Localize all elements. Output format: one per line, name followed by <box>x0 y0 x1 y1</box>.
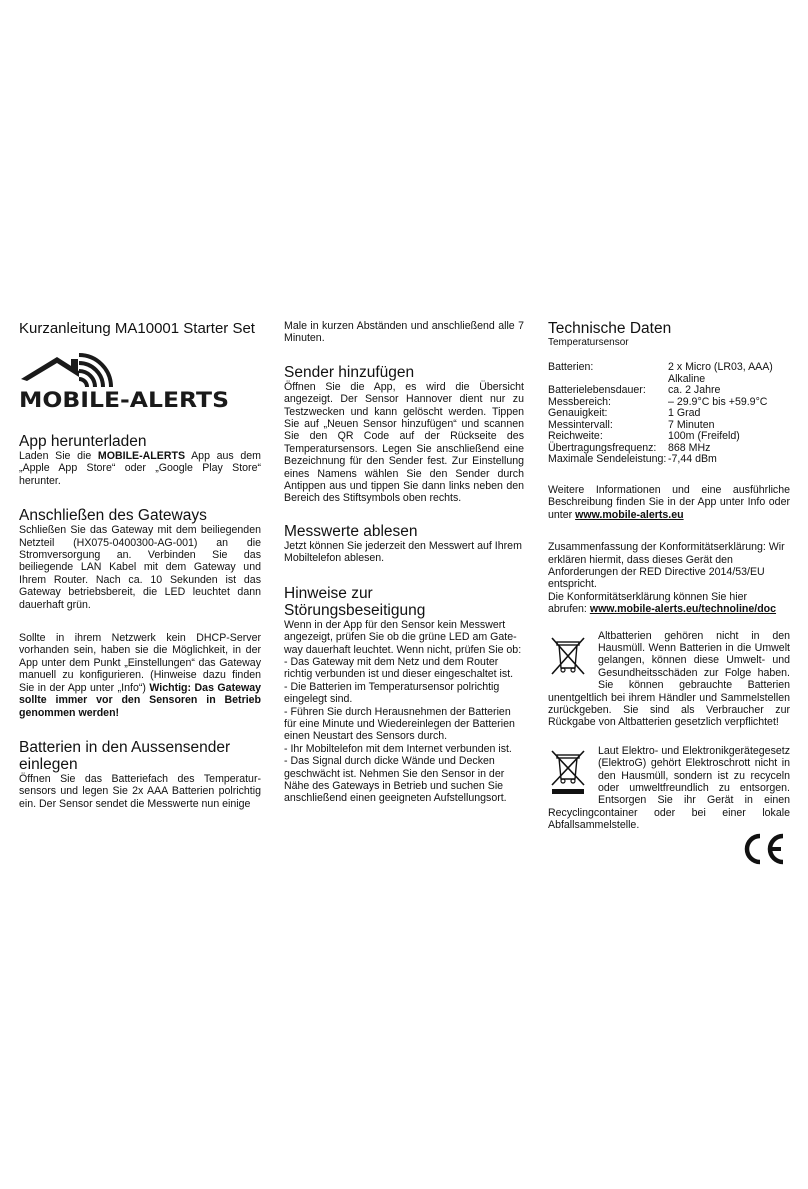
column-middle <box>284 320 524 805</box>
troubleshooting-line: - Führen Sie durch Herausnehmen der Batterien <box>284 705 511 718</box>
spec-row: Batterien: 2 x Micro (LR03, AAA) <box>548 361 773 374</box>
troubleshooting-line: - Ihr Mobiltelefon mit dem Internet verbunden ist. <box>284 742 512 755</box>
conformity-line: entspricht. <box>548 578 597 591</box>
spec-row: Batterielebensdauer: ca. 2 Jahre <box>548 384 721 397</box>
troubleshooting-line: Wenn in der App für den Sensor kein Messwert <box>284 618 506 631</box>
section-heading-troubleshooting: Hinweise zur Störungsbeseitigung <box>284 584 426 619</box>
paragraph-batteries: Öffnen Sie das Batteriefach des Temperatur-sensors und legen Sie 2x AAA Batterien polrichtig ein. Der Sensor sendet die Messwerte nun einige <box>19 772 261 810</box>
mobile-alerts-logo-icon <box>19 349 231 411</box>
troubleshooting-list <box>284 619 524 805</box>
battery-disposal-block <box>548 630 790 729</box>
tech-subtitle: Temperatursensor <box>548 337 629 348</box>
paragraph-battery-disposal: Altbatterien gehören nicht in den Hausmüll. Wenn Batterien in die Umwelt gelangen, können diese Umwelt- und Gesundheitsschäden zur Folge haben. Sie können gebrauchte Batterien unentgeltlich bei ihrem Händler und Sammelstellen zurückgeben. Sie sind als Verbraucher zur Rückgabe von Altbatterien gesetzlich verpflichtet! <box>548 629 790 729</box>
troubleshooting-line: eingelegt sind. <box>284 693 353 706</box>
conformity-line: Zusammenfassung der Konformitätserklärung: Wir <box>548 541 785 554</box>
troubleshooting-line: way dauerhaft leuchtet. Wenn nicht, prüfen Sie ob: <box>284 643 522 656</box>
paragraph-electronics-disposal: Laut Elektro- und Elektronikgerätegesetz (ElektroG) gehört Elektroschrott nicht in den Hausmüll, sondern ist zu recyceln oder umweltfreundlich zu entsorgen. Entsorgen Sie ihr Gerät in einen Recyclingcontainer oder bei einer lokale Abfallsammelstelle. <box>548 744 790 832</box>
paragraph-continuation: Male in kurzen Abständen und anschließend alle 7 Minuten. <box>284 320 524 345</box>
conformity-block <box>548 541 790 615</box>
ce-mark-icon <box>741 832 787 866</box>
troubleshooting-line: einen Neustart des Sensors durch. <box>284 730 448 743</box>
document-title: Kurzanleitung MA10001 Starter Set <box>19 320 255 337</box>
electronics-disposal-block <box>548 745 790 832</box>
troubleshooting-line: geschwächt ist. Nehmen Sie den Sensor in der <box>284 767 505 780</box>
spec-row: Übertragungsfrequenz: 868 MHz <box>548 441 711 454</box>
crossed-bin-icon <box>548 749 588 795</box>
troubleshooting-line: angezeigt, prüfen Sie ob die grüne LED am Gate- <box>284 631 517 644</box>
troubleshooting-line: - Das Signal durch dicke Wände und Decken <box>284 755 495 768</box>
spec-row: Genauigkeit: 1 Grad <box>548 407 701 420</box>
section-heading-app: App herunterladen <box>19 433 147 450</box>
paragraph-readings: Jetzt können Sie jederzeit den Messwert auf Ihrem Mobiltelefon ablesen. <box>284 539 522 565</box>
section-heading-tech-data: Technische Daten <box>548 320 672 337</box>
column-left <box>19 320 261 810</box>
conformity-line: Die Konformitätserklärung können Sie hier <box>548 590 748 603</box>
section-heading-add-sensor: Sender hinzufügen <box>284 363 415 381</box>
paragraph-dhcp: Sollte in ihrem Netzwerk kein DHCP-Server vorhanden sein, haben sie die Möglichkeit, in der App unter dem Punkt „Einstellungen“ das Gateway manuell zu konfigurieren. (Hinweise dazu finden Sie in der App unter „Info“) Wichtig: Das Gateway sollte immer vor den Sensoren in Betrieb genommen werden! <box>19 632 262 719</box>
troubleshooting-line: für eine Minute und Wiedereinlegen der Batterien <box>284 717 515 730</box>
column-right <box>548 320 790 832</box>
conformity-line: abrufen: www.mobile-alerts.eu/technoline/doc <box>548 603 777 616</box>
troubleshooting-line: Nähe des Gateways in Betrieb und suchen Sie <box>284 779 504 792</box>
spec-row: Alkaline <box>668 372 706 385</box>
logo-text: MOBILE-ALERTS <box>19 388 230 411</box>
paragraph-app-download: Laden Sie die MOBILE-ALERTS App aus dem „Apple App Store“ oder „Google Play Store“ herunter. <box>19 450 261 487</box>
section-heading-batteries: Batterien in den Aussensender einlegen <box>19 738 231 773</box>
paragraph-add-sensor: Öffnen Sie die App, es wird die Übersicht angezeigt. Der Sensor Hannover dient nur zu Testzwecken und kann gelöscht werden. Tippen Sie auf „Neuen Sensor hinzufügen“ und scannen Sie den QR Code auf der Rückseite des Temperatursensors. Legen Sie anschließend eine Bezeichnung für den Sender fest. Zur Einstellung eines Namens wählen Sie den Sender durch Antippen aus und tippen Sie dann links neben den Bereich des Stiftsymbols oben rechts. <box>284 380 524 505</box>
mobile-alerts-link[interactable]: www.mobile-alerts.eu <box>575 508 684 521</box>
spec-row: Messbereich: – 29.9°C bis +59.9°C <box>548 395 768 408</box>
spec-row: Reichweite: 100m (Freifeld) <box>548 430 740 443</box>
paragraph-more-info: Weitere Informationen und eine ausführliche Beschreibung finden Sie in der App unter Info oder unter www.mobile-alerts.eu <box>548 483 790 521</box>
troubleshooting-line: - Die Batterien im Temperatursensor polrichtig <box>284 680 500 693</box>
troubleshooting-line: richtig verbunden ist und dieser eingeschaltet ist. <box>284 668 514 681</box>
conformity-doc-link[interactable]: www.mobile-alerts.eu/technoline/doc <box>589 603 777 616</box>
troubleshooting-line: - Das Gateway mit dem Netz und dem Router <box>284 655 499 668</box>
crossed-bin-icon <box>548 634 588 680</box>
conformity-line: Anforderungen der RED Directive 2014/53/EU <box>548 565 765 578</box>
paragraph-gateway: Schließen Sie das Gateway mit dem beiliegenden Netzteil (HX075-0400300-AG-001) an die Stromversorgung an. Verbinden Sie das beiliegende LAN Kabel mit dem Gateway und Ihrem Router. Nach ca. 10 Sekunden ist das Gateway betriebsbereit, die LED leuchtet dann dauerhaft grün. <box>19 524 261 611</box>
troubleshooting-line: anschließend einen geeigneten Aufstellungsort. <box>284 792 507 805</box>
important-note: Wichtig: Das Gateway sollte immer vor den Sensoren in Betrieb genommen werden! <box>19 681 262 719</box>
spec-table <box>548 362 773 466</box>
section-heading-readings: Messwerte ablesen <box>284 522 418 540</box>
section-heading-gateway: Anschließen des Gateways <box>19 507 207 525</box>
conformity-line: erklären hiermit, dass dieses Gerät den <box>548 553 733 566</box>
spec-row: Messintervall: 7 Minuten <box>548 418 715 431</box>
spec-row: Maximale Sendeleistung: -7,44 dBm <box>548 453 717 466</box>
